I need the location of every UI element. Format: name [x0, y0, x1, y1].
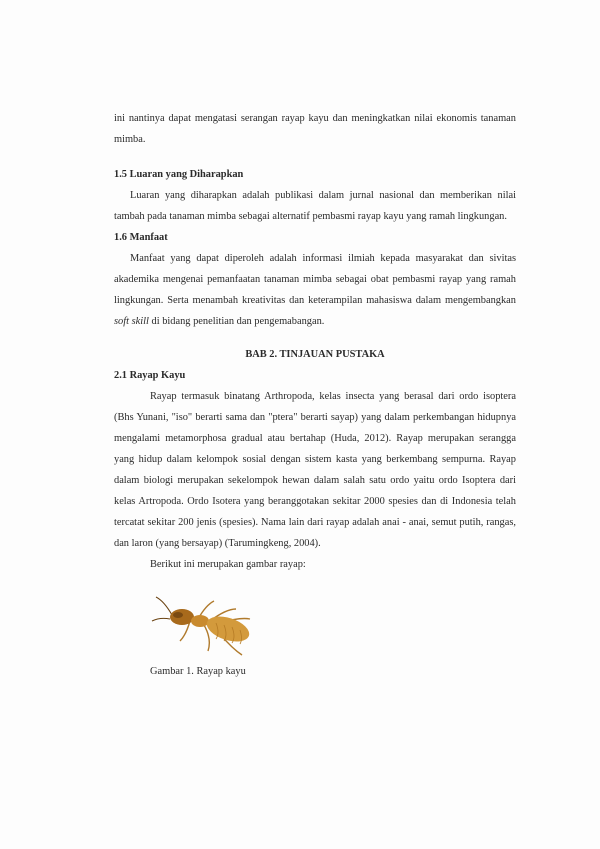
- paragraph-rayap-kayu: Rayap termasuk binatang Arthropoda, kelas insecta yang berasal dari ordo isoptera (Bhs Yunani, "iso" berarti sama dan "ptera" berarti sayap) yang dalam perkembangan hidupnya mengalami metamorphosa gradual atau bertahap (Huda, 2012). Rayap merupakan serangga yang hidup dalam kelompok sosial dengan sistem kasta yang berkembang sempurna. Rayap dalam biologi merupakan sekelompok hewan dalam salah satu ordo yaitu ordo Isoptera dari kelas Artropoda. Ordo Isotera yang beranggotakan sekitar 2000 spesies dan di Indonesia telah tercatat sekitar 200 jenis (spesies). Nama lain dari rayap adalah anai - anai, semut putih, rangas, dan laron (yang bersayap) (Tarumingkeng, 2004).: [114, 391, 516, 549]
- paragraph-continuation: ini nantinya dapat mengatasi serangan rayap kayu dan meningkatkan nilai ekonomis tanaman mimba.: [114, 113, 516, 145]
- figure-caption: Gambar 1. Rayap kayu: [150, 666, 246, 677]
- document-body: [114, 108, 516, 682]
- termite-photo-icon: [150, 581, 270, 661]
- section-heading-2-1: 2.1 Rayap Kayu: [114, 370, 186, 381]
- manfaat-text-b: di bidang penelitian dan pengemabangan.: [148, 316, 325, 327]
- manfaat-text-italic: soft skill: [114, 316, 149, 327]
- section-heading-1-6: 1.6 Manfaat: [114, 232, 168, 243]
- figure-container: [114, 581, 516, 661]
- paragraph-figure-intro: Berikut ini merupakan gambar rayap:: [150, 559, 306, 570]
- section-heading-1-5: 1.5 Luaran yang Diharapkan: [114, 169, 244, 180]
- chapter-title: BAB 2. TINJAUAN PUSTAKA: [245, 349, 385, 360]
- paragraph-luaran: Luaran yang diharapkan adalah publikasi dalam jurnal nasional dan memberikan nilai tambah pada tanaman mimba sebagai alternatif pembasmi rayap kayu yang ramah lingkungan.: [114, 190, 516, 222]
- paragraph-manfaat: [114, 248, 516, 332]
- manfaat-text-a: Manfaat yang dapat diperoleh adalah informasi ilmiah kepada masyarakat dan sivitas akademika mengenai pemanfaatan tanaman mimba sebagai obat pembasmi rayap yang ramah lingkungan. Serta menambah kreativitas dan keterampilan mahasiswa dalam mengembangkan: [114, 253, 516, 306]
